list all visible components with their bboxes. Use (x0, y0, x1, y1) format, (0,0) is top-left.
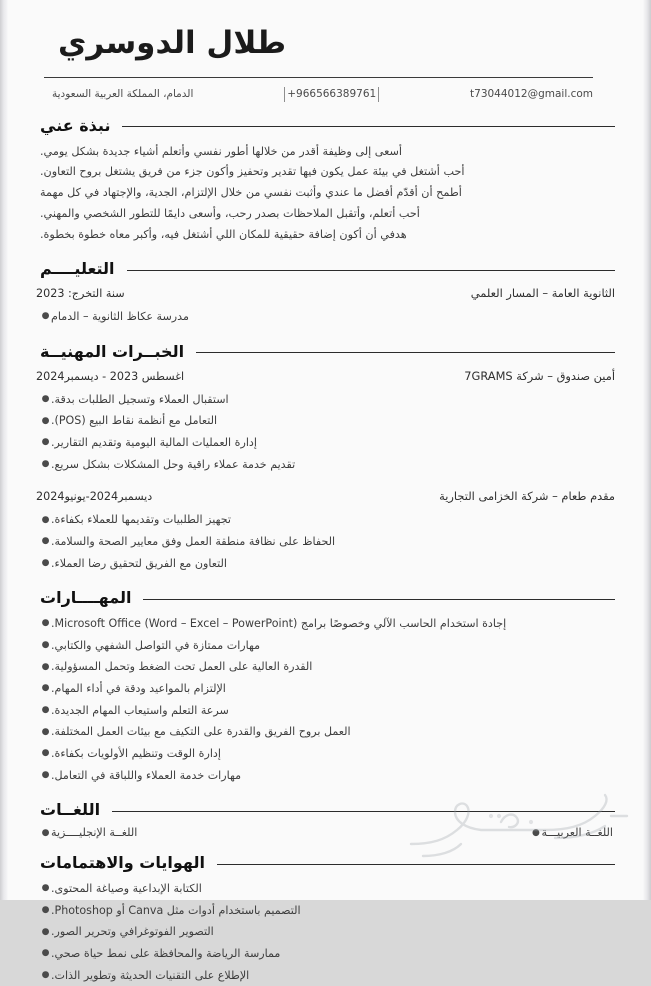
candidate-name: طلال الدوسري (58, 25, 287, 61)
bullet-dot-icon: ● (41, 618, 50, 629)
experience-entry-header (36, 489, 615, 503)
list-item (36, 878, 615, 900)
bullet-dot-icon: ● (41, 415, 50, 426)
bullet-dot-icon: ● (41, 726, 50, 737)
list-item (36, 765, 615, 787)
experience-bullet-text: تجهيز الطلبيات وتقديمها للعملاء بكفاءة. (51, 513, 231, 527)
bullet-dot-icon: ● (41, 557, 50, 568)
language-label: اللغــة الإنجليــــزية (51, 826, 138, 840)
about-heading-row (36, 116, 615, 135)
skill-text: القدرة العالية على العمل تحت الضغط وتحمل المسؤولية. (51, 660, 313, 674)
hobby-text: التصميم باستخدام أدوات مثل Canva أو Photoshop. (51, 903, 301, 917)
page-right-edge (644, 0, 651, 900)
experience-bullet-text: إدارة العمليات المالية اليومية وتقديم التقارير. (51, 436, 257, 450)
experience-heading-row (36, 342, 615, 361)
education-heading-row (36, 259, 615, 278)
hobby-text: الإطلاع على التقنيات الحديثة وتطوير الذات. (51, 968, 250, 982)
bullet-dot-icon: ● (41, 948, 50, 959)
header-divider (44, 77, 593, 78)
hobby-text: ممارسة الرياضة والمحافظة على نمط حياة صحي. (51, 947, 281, 961)
experience-entry-date: اغسطس 2023 - ديسمبر2024 (36, 369, 185, 383)
bullet-dot-icon: ● (41, 536, 50, 547)
experience-entry (36, 489, 615, 574)
skill-text: سرعة التعلم واستيعاب المهام الجديدة. (51, 703, 229, 717)
experience-heading: الخبــرات المهنيــة (40, 341, 185, 361)
bullet-dot-icon: ● (41, 905, 50, 916)
language-item-english (40, 826, 277, 839)
resume-sheet (8, 0, 643, 982)
languages-heading: اللغــات (40, 800, 101, 820)
skill-text: إدارة الوقت وتنظيم الأولويات بكفاءة. (51, 746, 221, 760)
list-item (36, 900, 615, 922)
education-heading-rule (127, 270, 615, 271)
bullet-dot-icon: ● (41, 311, 50, 322)
list-item (36, 943, 615, 965)
list-item (36, 656, 615, 678)
experience-bullet-text: الحفاظ على نظافة منطقة العمل وفق معايير الصحة والسلامة. (51, 534, 336, 548)
section-experience (36, 342, 615, 574)
hobby-text: التصوير الفوتوغرافي وتحرير الصور. (51, 925, 214, 939)
bullet-dot-icon: ● (41, 969, 50, 980)
bullet-dot-icon: ● (41, 769, 50, 780)
experience-entry-date: ديسمبر2024-يونيو2024 (36, 490, 153, 504)
list-item (36, 635, 615, 657)
hobbies-heading-rule (217, 864, 615, 865)
experience-entry-title: مقدم طعام – شركة الخزامى التجارية (439, 489, 615, 504)
list-item (36, 921, 615, 943)
section-hobbies (36, 853, 615, 986)
education-bullets (36, 306, 615, 328)
skill-text: مهارات خدمة العملاء واللباقة في التعامل. (51, 768, 242, 782)
languages-row (36, 826, 615, 839)
section-education (36, 259, 615, 328)
page-left-edge (0, 0, 7, 900)
list-item (36, 965, 615, 986)
section-about (36, 116, 615, 246)
skill-text: العمل بروح الفريق والقدرة على التكيف مع بيئات العمل المختلفة. (51, 725, 351, 739)
experience-bullet-text: التعامل مع أنظمة نقاط البيع (POS). (51, 414, 218, 428)
list-item (36, 531, 615, 553)
bullet-dot-icon: ● (41, 394, 50, 405)
bullet-dot-icon: ● (41, 748, 50, 759)
hobbies-bullets (36, 878, 615, 986)
about-heading: نبذة عني (40, 115, 111, 135)
contact-separator-2 (378, 87, 379, 102)
bullet-dot-icon: ● (41, 683, 50, 694)
education-heading: التعليــــم (40, 259, 115, 279)
about-text (36, 142, 615, 246)
experience-entry (36, 369, 615, 476)
skill-text: الإلتزام بالمواعيد ودقة في أداء المهام. (51, 682, 226, 696)
experience-entry-title: أمين صندوق – شركة 7GRAMS (464, 368, 615, 383)
section-skills (36, 588, 615, 786)
list-item (36, 306, 615, 328)
language-item-arabic (530, 826, 613, 839)
list-item (36, 743, 615, 765)
list-item (36, 553, 615, 575)
contact-email[interactable]: t73044012@gmail.com (470, 88, 594, 101)
hobbies-heading-row (36, 853, 615, 872)
contact-separator-1 (284, 87, 285, 102)
about-line: أطمح أن أقدّم أفضل ما عندي وأثبت نفسي من خلال الإلتزام، الجدية، والإجتهاد في كل مهمة (40, 186, 462, 200)
list-item (36, 700, 615, 722)
bullet-dot-icon: ● (41, 640, 50, 651)
about-line: أحب أشتغل في بيئة عمل يكون فيها تقدير وتحفيز وأكون جزء من فريق يشتغل بروح التعاون. (40, 165, 465, 179)
list-item (36, 432, 615, 454)
list-item (36, 721, 615, 743)
about-line: هدفي أن أكون إضافة حقيقية للمكان اللي أشتغل فيه، وأكبر معاه خطوة بخطوة. (40, 227, 407, 241)
language-label: اللغــة العربيـــة (541, 826, 613, 840)
list-item (36, 410, 615, 432)
bullet-dot-icon: ● (41, 458, 50, 469)
list-item (36, 613, 615, 635)
about-line: أسعى إلى وظيفة أقدر من خلالها أطور نفسي وأتعلم أشياء جديدة بشكل يومي. (40, 144, 402, 158)
skills-heading-rule (143, 599, 615, 600)
skills-heading-row (36, 588, 615, 607)
languages-heading-rule (112, 811, 615, 812)
list-item (36, 678, 615, 700)
education-entry-title: الثانوية العامة – المسار العلمي (470, 286, 615, 301)
about-heading-rule (122, 126, 615, 127)
education-entry (36, 286, 615, 328)
hobby-text: الكتابة الإبداعية وصياغة المحتوى. (51, 882, 202, 896)
experience-bullet-text: استقبال العملاء وتسجيل الطلبات بدقة. (51, 392, 229, 406)
list-item (36, 389, 615, 411)
education-entry-header (36, 286, 615, 300)
list-item (36, 454, 615, 476)
hobbies-heading: الهوايات والاهتمامات (40, 853, 205, 873)
section-languages (36, 800, 615, 839)
bullet-dot-icon: ● (41, 437, 50, 448)
experience-bullets (36, 389, 615, 476)
bullet-dot-icon: ● (532, 828, 540, 839)
skill-text: إجادة استخدام الحاسب الآلي وخصوصًا برامج Microsoft Office (Word – Excel – PowerPoint). (51, 617, 507, 631)
about-line: أحب أتعلم، وأتقبل الملاحظات بصدر رحب، وأسعى دايمًا للتطور الشخصي والمهني. (40, 206, 420, 220)
experience-bullets (36, 509, 615, 574)
languages-heading-row (36, 800, 615, 819)
experience-heading-rule (196, 352, 615, 353)
education-bullet-text: مدرسة عكاظ الثانوية – الدمام (51, 310, 189, 324)
list-item (36, 509, 615, 531)
bullet-dot-icon: ● (41, 828, 50, 839)
bullet-dot-icon: ● (41, 514, 50, 525)
bullet-dot-icon: ● (41, 883, 50, 894)
contact-row (50, 87, 595, 102)
experience-bullet-text: تقديم خدمة عملاء راقية وحل المشكلات بشكل سريع. (51, 457, 296, 471)
bullet-dot-icon: ● (41, 661, 50, 672)
skills-bullets (36, 613, 615, 786)
skills-heading: المهــــارات (40, 588, 132, 608)
education-entry-date: سنة التخرج: 2023 (36, 287, 125, 301)
experience-bullet-text: التعاون مع الفريق لتحقيق رضا العملاء. (51, 556, 227, 570)
contact-location: الدمام، المملكة العربية السعودية (52, 88, 194, 101)
bullet-dot-icon: ● (41, 926, 50, 937)
skill-text: مهارات ممتازة في التواصل الشفهي والكتابي. (51, 638, 261, 652)
bullet-dot-icon: ● (41, 704, 50, 715)
experience-entry-header (36, 369, 615, 383)
contact-phone[interactable]: +966566389761 (287, 88, 377, 101)
